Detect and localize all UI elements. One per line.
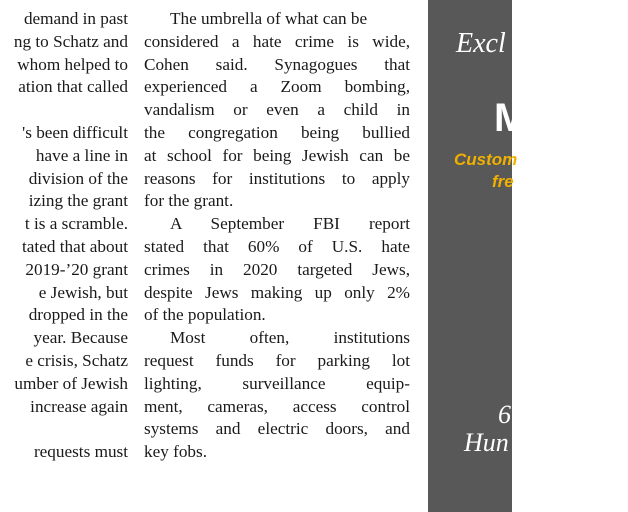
ad-address-text-2: Hun xyxy=(464,428,509,457)
text-line: umber of Jewish xyxy=(14,373,128,393)
text-line: 2019-’20 grant xyxy=(25,259,128,279)
ad-subtitle-text: Custom xyxy=(454,150,518,169)
text-line: request funds for parking lot xyxy=(144,350,410,370)
text-line: considered a hate crime is wide, xyxy=(144,31,410,51)
ad-subtitle-text-2: fre xyxy=(492,172,514,191)
text-line: stated that 60% of U.S. hate xyxy=(144,236,410,256)
text-line: for the grant. xyxy=(144,191,234,211)
text-line xyxy=(14,418,128,441)
text-line: year. Because xyxy=(33,328,128,348)
text-line: crimes in 2020 targeted Jews, xyxy=(144,259,410,279)
text-line: e Jewish, but xyxy=(38,282,128,302)
text-line: e crisis, Schatz xyxy=(25,350,128,370)
text-line: key fobs. xyxy=(144,442,208,462)
ad-address-text: 6 xyxy=(498,400,511,429)
text-line: reasons for institutions to apply xyxy=(144,168,410,188)
text-line: lighting, surveillance equip- xyxy=(144,373,410,393)
text-line: the congregation being bullied xyxy=(144,122,410,142)
text-line: experienced a Zoom bombing, xyxy=(144,77,410,97)
text-line: Cohen said. Synagogues that xyxy=(144,54,410,74)
text-line: ation that called xyxy=(18,77,128,97)
article-middle-column xyxy=(144,8,410,464)
text-line: ment, cameras, access control xyxy=(144,396,410,416)
text-line: increase again xyxy=(30,396,128,416)
ad-title-text: M xyxy=(494,96,528,140)
text-line: t is a scramble. xyxy=(24,214,128,234)
text-line: 's been difficult xyxy=(22,122,128,142)
text-line: ng to Schatz and xyxy=(13,31,128,51)
article-left-column xyxy=(14,8,128,464)
text-line: despite Jews making up only 2% xyxy=(144,282,410,302)
text-line: dropped in the xyxy=(28,305,128,325)
text-line: tated that about xyxy=(22,236,128,256)
text-line: demand in past xyxy=(23,9,128,28)
text-line xyxy=(14,99,128,122)
paragraph-first-line: Most often, institutions xyxy=(170,328,410,348)
text-line: division of the xyxy=(28,168,128,188)
paragraph-first-line: A September FBI report xyxy=(170,214,410,234)
text-line: systems and electric doors, and xyxy=(144,419,410,439)
text-line: at school for being Jewish can be xyxy=(144,145,410,165)
text-line: have a line in xyxy=(35,145,128,165)
advertisement-panel xyxy=(428,0,528,512)
ad-heading-text: Excl xyxy=(456,28,506,59)
text-line: izing the grant xyxy=(28,191,128,211)
text-line: of the population. xyxy=(144,305,266,325)
text-line: whom helped to xyxy=(17,54,128,74)
text-line: vandalism or even a child in xyxy=(144,100,410,120)
paragraph-first-line: The umbrella of what can be xyxy=(170,9,368,28)
text-line: requests must xyxy=(33,442,128,462)
